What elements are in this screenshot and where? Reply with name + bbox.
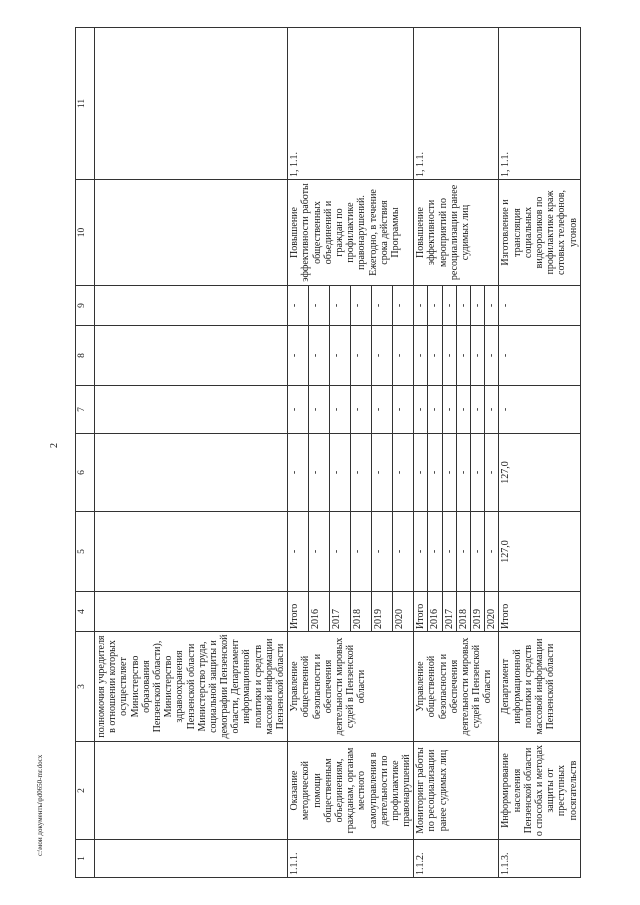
activity-name: Мониторинг работы по ресоциализации ранее судимых лиц [414,742,499,840]
value-cell: - [309,286,330,326]
indicator-ref: 1, 1.1. [499,28,580,180]
value-cell: - [485,386,499,434]
value-cell: - [330,286,351,326]
value-cell: - [428,386,442,434]
year-label: 2019 [471,592,485,632]
value-cell: - [414,512,428,592]
value-cell: - [471,512,485,592]
year-label: 2017 [330,592,351,632]
col-header-4: 4 [76,592,95,632]
col-header-9: 9 [76,286,95,326]
value-cell: - [471,286,485,326]
value-cell: - [442,286,456,326]
col-header-10: 10 [76,180,95,286]
carryover-row [95,28,288,878]
value-cell: - [393,512,414,592]
value-cell: - [393,386,414,434]
value-cell: - [442,512,456,592]
value-cell: 127,0 [499,512,580,592]
value-cell: - [414,326,428,386]
year-label: 2019 [372,592,393,632]
value-cell: - [442,326,456,386]
value-cell: - [414,434,428,512]
value-cell: - [288,512,309,592]
activity-name: Оказание методической помощи общественным объединениям, гражданам, органам местного самоуправления в деятельности по профилактике правонарушений [288,742,414,840]
col-header-5: 5 [76,512,95,592]
value-cell: - [485,434,499,512]
carryover-executor: полномочия учредителя в отношении которых осуществляет Министерство образования Пензенской области), Министерство здравоохранения Пензенской области Министерство труда, социальной защиты и демографии Пензенской области, Департамент информационной политики и средств массовой информации Пензенской области [95,632,288,742]
value-cell: - [330,512,351,592]
row-number: 1.1.1. [288,840,414,878]
rotated-table-sheet [75,28,595,878]
executor: Департамент информационной политики и средств массовой информации Пензенской области [499,632,580,742]
row-number: 1.1.3. [499,840,580,878]
year-label: Итого [499,592,580,632]
col-header-3: 3 [76,632,95,742]
col-header-8: 8 [76,326,95,386]
value-cell: - [456,434,470,512]
value-cell: - [471,386,485,434]
value-cell: - [309,326,330,386]
executor: Управление общественной безопасности и обеспечения деятельности мировых судей в Пензенской области [288,632,414,742]
value-cell: - [351,512,372,592]
year-label: Итого [414,592,428,632]
value-cell: - [471,434,485,512]
value-cell: - [393,434,414,512]
executor: Управление общественной безопасности и обеспечения деятельности мировых судей в Пензенской области [414,632,499,742]
value-cell: - [393,286,414,326]
table-row [288,28,309,878]
value-cell: - [485,512,499,592]
expected-result: Изготовление и трансляция социальных видеороликов по профилактике краж сотовых телефонов, угонов [499,180,580,286]
col-header-7: 7 [76,386,95,434]
value-cell: - [499,286,580,326]
col-header-6: 6 [76,434,95,512]
value-cell: - [428,434,442,512]
value-cell: 127,0 [499,434,580,512]
value-cell: - [428,326,442,386]
table-row [499,28,580,878]
value-cell: - [372,326,393,386]
expected-result: Повышение эффективности мероприятий по ресоциализации ранее судимых лиц [414,180,499,286]
value-cell: - [414,386,428,434]
value-cell: - [428,286,442,326]
year-label: 2018 [456,592,470,632]
col-header-11: 11 [76,28,95,180]
value-cell: - [428,512,442,592]
value-cell: - [309,512,330,592]
value-cell: - [372,286,393,326]
value-cell: - [330,326,351,386]
value-cell: - [442,386,456,434]
value-cell: - [499,386,580,434]
value-cell: - [309,434,330,512]
indicator-ref: 1, 1.1. [414,28,499,180]
value-cell: - [485,286,499,326]
year-label: 2016 [428,592,442,632]
value-cell: - [309,386,330,434]
col-header-1: 1 [76,840,95,878]
indicator-ref: 1, 1.1. [288,28,414,180]
value-cell: - [372,434,393,512]
value-cell: - [351,286,372,326]
year-label: Итого [288,592,309,632]
value-cell: - [499,326,580,386]
value-cell: - [442,434,456,512]
value-cell: - [372,512,393,592]
value-cell: - [456,286,470,326]
value-cell: - [351,386,372,434]
value-cell: - [351,434,372,512]
value-cell: - [288,386,309,434]
year-label: 2016 [309,592,330,632]
value-cell: - [330,386,351,434]
value-cell: - [471,326,485,386]
footer-file-path: c:\мои документы\pd0650-mr.docx [36,754,44,856]
value-cell: - [330,434,351,512]
page-number: 2 [49,443,60,448]
value-cell: - [288,286,309,326]
value-cell: - [456,512,470,592]
value-cell: - [351,326,372,386]
expected-result: Повышение эффективности работы общественных объединений и граждан по профилактике правонарушений. Ежегодно, в течение срока действия Программы [288,180,414,286]
value-cell: - [372,386,393,434]
col-header-2: 2 [76,742,95,840]
value-cell: - [288,326,309,386]
value-cell: - [414,286,428,326]
year-label: 2018 [351,592,372,632]
row-number: 1.1.2. [414,840,499,878]
year-label: 2020 [485,592,499,632]
value-cell: - [485,326,499,386]
column-number-row [76,28,95,878]
activity-name: Информирование населения Пензенской области о способах и методах защиты от преступных посягательств [499,742,580,840]
program-activities-table [75,27,581,878]
value-cell: - [456,326,470,386]
value-cell: - [288,434,309,512]
value-cell: - [393,326,414,386]
year-label: 2020 [393,592,414,632]
value-cell: - [456,386,470,434]
table-row [414,28,428,878]
year-label: 2017 [442,592,456,632]
